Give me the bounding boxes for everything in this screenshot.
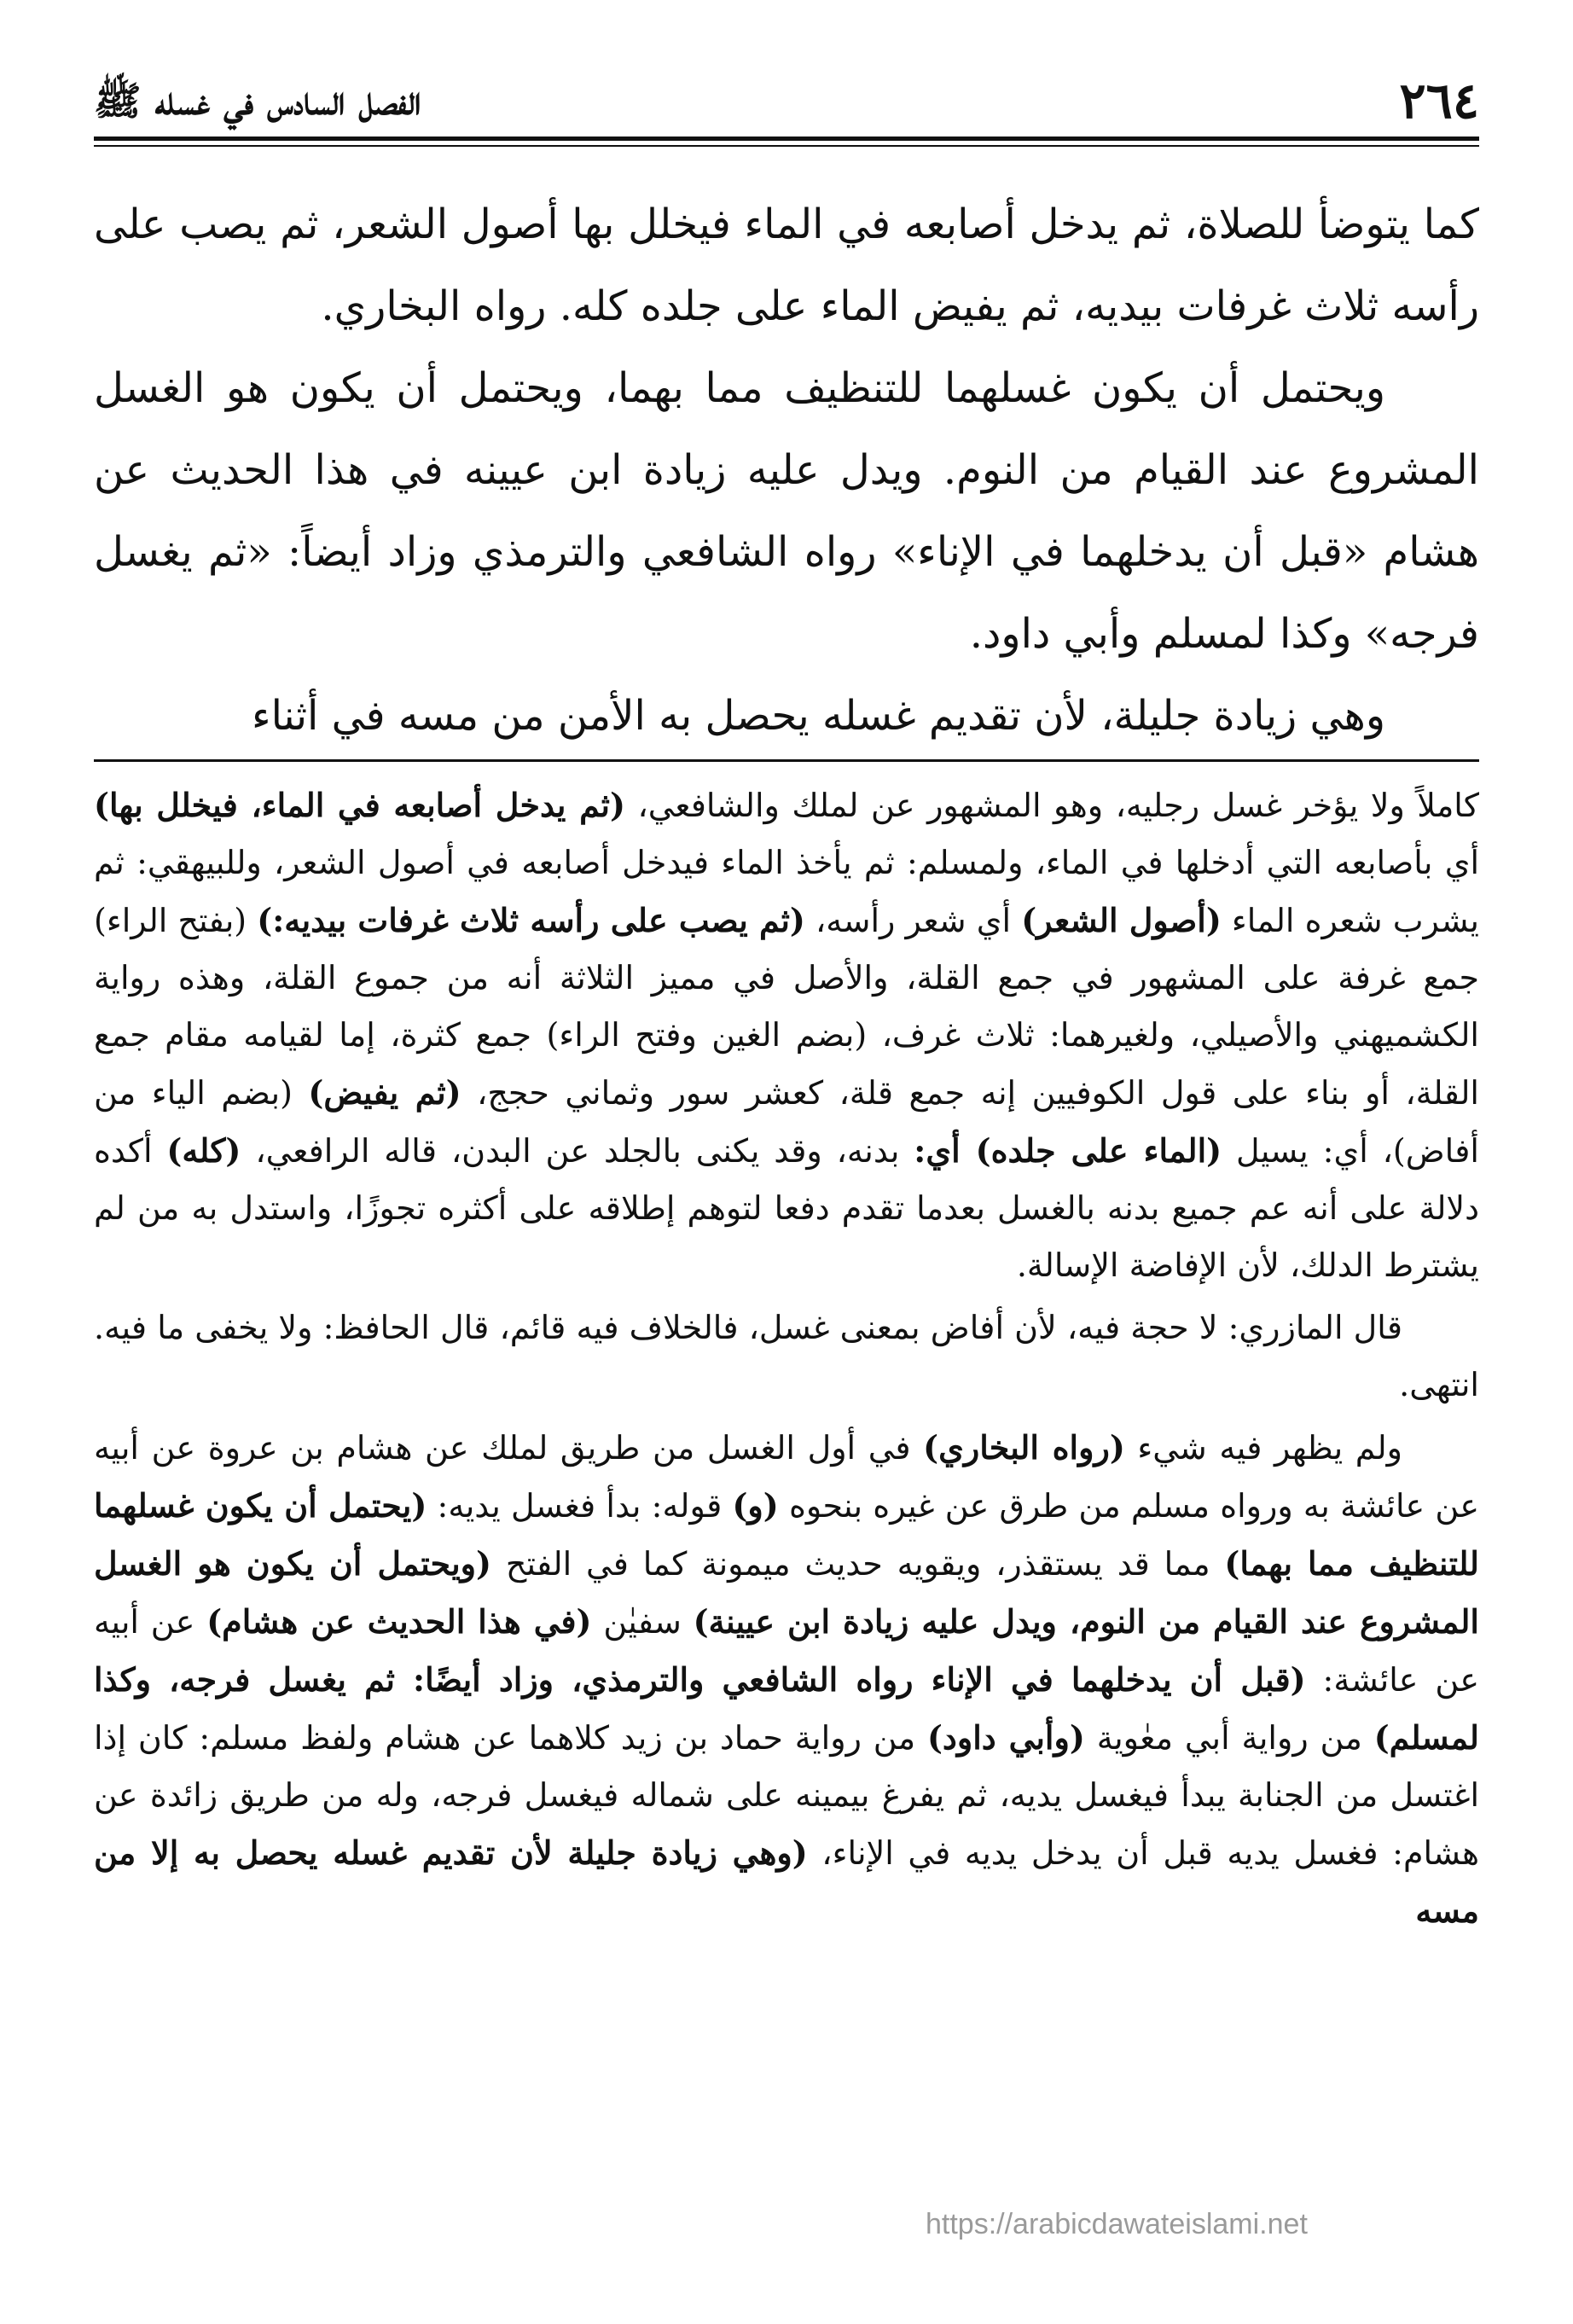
commentary-text: بدنه، وقد يكنى بالجلد عن البدن، قاله الرافعي،	[241, 1132, 914, 1170]
quoted-source-text: (ويحتمل أن يكون هو الغسل المشروع عند القيام من النوم، ويدل عليه زيادة ابن عيينة)	[94, 1544, 1479, 1641]
commentary-text: (بضم الياء من أفاض)، أي: يسيل	[94, 1074, 1479, 1170]
quoted-source-text: (الماء على جلده) أي:	[914, 1131, 1222, 1170]
commentary-text: أي شعر رأسه،	[804, 902, 1022, 939]
main-paragraph: وهي زيادة جليلة، لأن تقديم غسله يحصل به الأمن من مسه في أثناء	[252, 692, 1385, 740]
quoted-source-text: (كله)	[166, 1131, 241, 1170]
quoted-source-text: (ثم يدخل أصابعه في الماء، فيخلل بها)	[94, 786, 625, 824]
quoted-source-text: (وأبي داود)	[926, 1718, 1085, 1757]
commentary-paragraph: قال المازري: لا حجة فيه، لأن أفاض بمعنى غسل، فالخلاف فيه قائم، قال الحافظ: ولا يخفى ما فيه. انتهى.	[94, 1309, 1479, 1403]
commentary-paragraph	[94, 776, 1479, 1294]
quoted-source-text: (و)	[732, 1486, 779, 1525]
main-paragraph: ويحتمل أن يكون غسلهما للتنظيف مما بهما، ويحتمل أن يكون هو الغسل المشروع عند القيام من النوم. ويدل عليه زيادة ابن عيينه في هذا الحديث عن هشام «قبل أن يدخلهما في الإناء» رواه الشافعي والترمذي وزاد أيضاً: «ثم يغسل فرجه» وكذا لمسلم وأبي داود.	[94, 364, 1480, 658]
commentary-text: من رواية حماد بن زيد كلاهما عن هشام ولفظ مسلم: كان إذا اغتسل من الجنابة يبدأ فيغسل يديه، ثم يفرغ بيمينه على شماله فيغسل فرجه، وله من طريق زائدة عن هشام: فغسل يديه قبل أن يدخل يديه في الإناء،	[94, 1719, 1479, 1872]
text-commentary-divider	[94, 759, 1479, 762]
commentary-text: من رواية أبي معٰوية	[1084, 1719, 1374, 1757]
quoted-source-text: (ثم يصب على رأسه ثلاث غرفات بيديه:)	[257, 901, 805, 939]
watermark-url: https://arabicdawateislami.net	[926, 2208, 1308, 2240]
quoted-source-text: (يحتمل أن يكون غسلهما للتنظيف مما بهما)	[94, 1486, 1479, 1583]
page-header	[94, 67, 1479, 135]
commentary-paragraph	[94, 1419, 1479, 1940]
main-text	[94, 183, 1479, 757]
commentary-text: أكده دلالة على أنه عم جميع بدنه بالغسل بعدما تقدم دفعا لتوهم إطلاقه على أكثره تجوزًا، واستدل به من لم يشترط الدلك، لأن الإفاضة الإسالة.	[94, 1132, 1479, 1284]
commentary-text: ولم يظهر فيه شيء	[1124, 1429, 1402, 1467]
commentary-text: (بفتح الراء) جمع غرفة على المشهور في جمع القلة، والأصل في مميز الثلاثة أنه من جموع القلة، وهذه رواية الكشميهني والأصيلي، ولغيرهما: ثلاث غرف، (بضم الغين وفتح الراء) جمع كثرة، إما لقيامه مقام جمع القلة، أو بناء على قول الكوفيين إنه جمع قلة، كعشر سور وثماني حجج،	[94, 902, 1479, 1112]
commentary-text: سفيٰن	[591, 1603, 694, 1641]
main-paragraph: كما يتوضأ للصلاة، ثم يدخل أصابعه في الماء فيخلل بها أصول الشعر، ثم يصب على رأسه ثلاث غرفات بيديه، ثم يفيض الماء على جلده كله. رواه البخاري.	[94, 200, 1479, 330]
quoted-source-text: (قبل أن يدخلهما في الإناء رواه الشافعي والترمذي، وزاد أيضًا: ثم يغسل فرجه، وكذا لمسلم)	[94, 1660, 1479, 1757]
commentary-text: في أول الغسل من طريق لملك عن هشام بن عروة عن أبيه عن عائشة به ورواه مسلم من طرق عن غيره بنحوه	[94, 1429, 1479, 1525]
commentary-text: قوله: بدأ فغسل يديه:	[427, 1487, 733, 1525]
commentary	[94, 776, 1479, 1945]
header-rule-thin	[94, 145, 1479, 147]
commentary-text: كاملاً ولا يؤخر غسل رجليه، وهو المشهور عن لملك والشافعي،	[624, 787, 1479, 824]
quoted-source-text: (ثم يفيض)	[308, 1073, 461, 1112]
quoted-source-text: (في هذا الحديث عن هشام)	[206, 1602, 592, 1641]
quoted-source-text: (وهي زيادة جليلة لأن تقديم غسله يحصل به إلا من مسه	[94, 1833, 1479, 1930]
commentary-text: عن أبيه عن عائشة:	[94, 1603, 1479, 1699]
running-title: الفصل السادس في غسله ﷺ	[94, 78, 421, 124]
page-number: ٢٦٤	[1399, 72, 1479, 130]
quoted-source-text: (أصول الشعر)	[1021, 901, 1222, 939]
commentary-text: أي بأصابعه التي أدخلها في الماء، ولمسلم: ثم يأخذ الماء فيدخل أصابعه في أصول الشعر، وللبيهقي: ثم يشرب شعره الماء	[94, 844, 1479, 939]
header-rule	[94, 137, 1479, 141]
quoted-source-text: (رواه البخاري)	[923, 1428, 1125, 1467]
commentary-text: مما قد يستقذر، ويقويه حديث ميمونة كما في الفتح	[491, 1545, 1225, 1583]
